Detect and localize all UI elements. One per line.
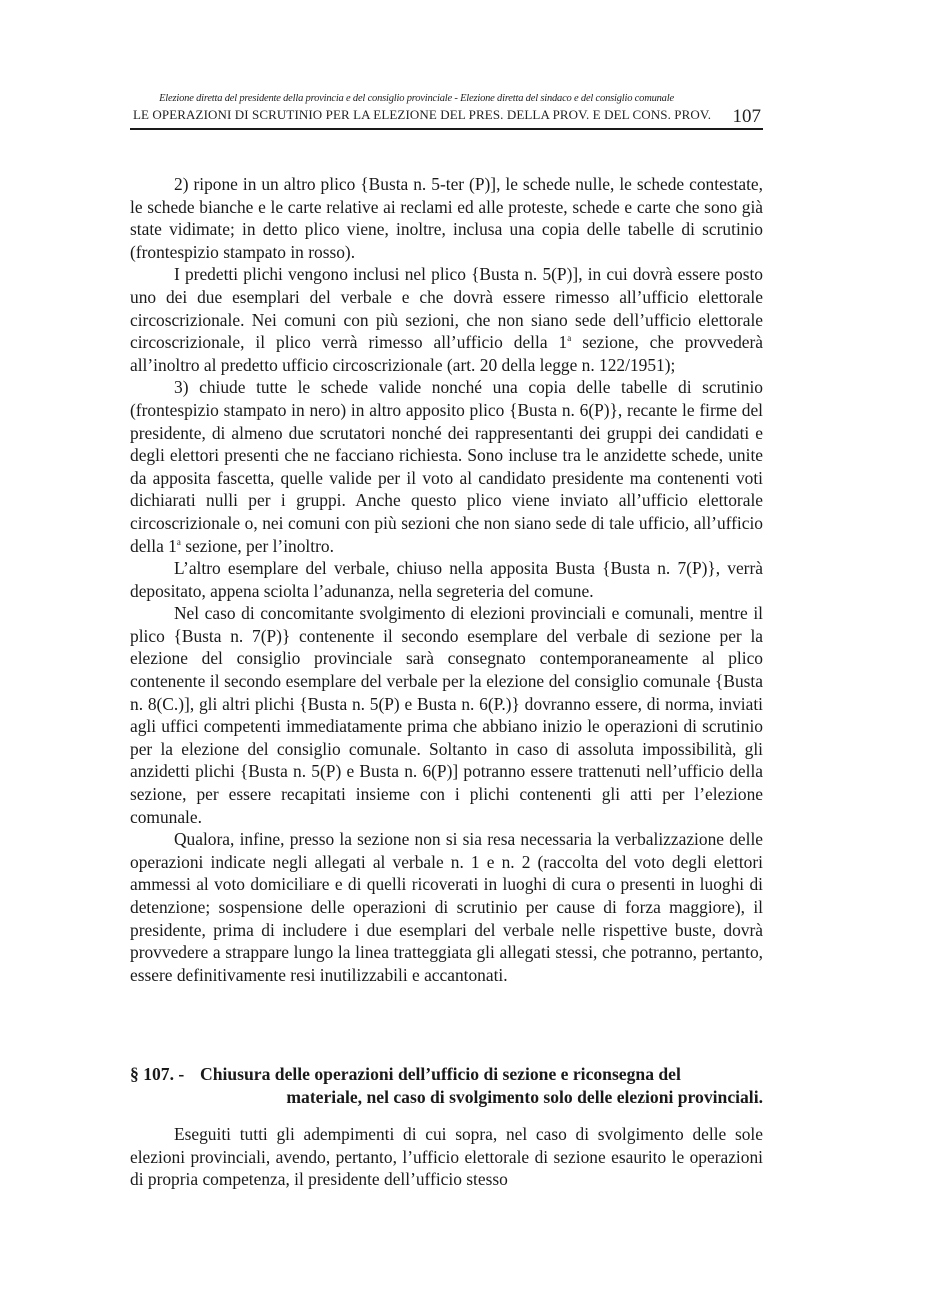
- section-body-text: [130, 1123, 763, 1191]
- paragraph-item-2: 2) ripone in un altro plico {Busta n. 5-ter (P)], le schede nulle, le schede contestate, le schede bianche e le carte relative ai reclami ed alle proteste, schede e carte che sono già state vidimate; in detto plico viene, inoltre, inclusa una copia delle tabelle di scrutinio (frontespizio stampato in rosso).: [130, 174, 763, 262]
- running-header: [130, 92, 763, 127]
- paragraph-altro-esemplare: L’altro esemplare del verbale, chiuso nella apposita Busta {Busta n. 7(P)}, verrà depositato, appena sciolta l’adunanza, nella segreteria del comune.: [130, 558, 763, 601]
- paragraph-item-3: [130, 376, 763, 557]
- paragraph-qualora: Qualora, infine, presso la sezione non si sia resa necessaria la verbalizzazione delle operazioni indicate negli allegati al verbale n. 1 e n. 2 (raccolta del voto degli elettori ammessi al voto domiciliare e di quelli ricoverati in luoghi di cura o presenti in luoghi di detenzione; sospensione delle operazioni di scrutinio per cause di forza maggiore), il presidente, prima di includere i due esemplari del verbale nelle rispettive buste, dovrà provvedere a strappare lungo la linea tratteggiata gli allegati stessi, che potranno, pertanto, essere definitivamente resi inutilizzabili e accantonati.: [130, 829, 763, 985]
- page-number: 107: [732, 106, 761, 127]
- header-rule: [130, 128, 763, 130]
- section-title: [202, 1063, 763, 1108]
- section-title-line-1: Chiusura delle operazioni dell’ufficio di sezione e riconsegna del: [200, 1064, 681, 1084]
- body-text: [130, 173, 763, 986]
- paragraph-eseguiti: Eseguiti tutti gli adempimenti di cui sopra, nel caso di svolgimento delle sole elezioni provinciali, avendo, pertanto, l’ufficio elettorale di sezione esaurito le operazioni di propria competenza, il presidente dell’ufficio stesso: [130, 1124, 763, 1190]
- paragraph-text: sezione, per l’inoltro.: [180, 535, 334, 556]
- section-number: § 107. -: [130, 1064, 185, 1084]
- paragraph-text: 3) chiude tutte le schede valide nonché una copia delle tabelle di scrutinio (frontespizio stampato in nero) in altro apposito plico {Busta n. 6(P)}, recante le firme del presidente, di almeno due scrutatori nonché dei rappresentanti dei gruppi dei candidati e degli elettori presenti che ne facciano richiesta. Sono incluse tra le anzidette schede, unite da apposita fascetta, quelle valide per il voto al candidato presidente ma contenenti voti dichiarati nulli per i gruppi. Anche questo plico viene inviato all’ufficio elettorale circoscrizionale o, nei comuni con più sezioni che non siano sede di tale ufficio, all’ufficio della 1: [130, 377, 763, 556]
- paragraph-text: sezione, che provvederà all’inoltro al predetto ufficio circoscrizionale (art. 20 della legge n. 122/1951);: [130, 332, 763, 375]
- header-subtitle: Elezione diretta del presidente della provincia e del consiglio provinciale - Elezione diretta del sindaco e del consiglio comunale: [159, 93, 674, 104]
- header-title: LE OPERAZIONI DI SCRUTINIO PER LA ELEZIONE DEL PRES. DELLA PROV. E DEL CONS. PROV.: [133, 107, 712, 122]
- paragraph-concomitante: Nel caso di concomitante svolgimento di elezioni provinciali e comunali, mentre il plico {Busta n. 7(P)} contenente il secondo esemplare del verbale di sezione per la elezione del consiglio provinciale sarà consegnato contemporaneamente al plico contenente il secondo esemplare del verbale per la elezione del consiglio comunale {Busta n. 8(C.)], gli altri plichi {Busta n. 5(P) e Busta n. 6(P.)} dovranno essere, di norma, inviati agli uffici competenti immediatamente prima che abbiano inizio le operazioni di scrutinio per la elezione del consiglio comunale. Soltanto in caso di assoluta impossibilità, gli anzidetti plichi {Busta n. 5(P) e Busta n. 6(P)] potranno essere trattenuti nell’ufficio della sezione, per essere recapitati insieme con i plichi contenenti gli atti per l’elezione comunale.: [130, 603, 763, 827]
- section-title-line-2: materiale, nel caso di svolgimento solo delle elezioni provinciali.: [286, 1086, 763, 1107]
- ordinal-superscript: a: [567, 333, 572, 344]
- ordinal-superscript: a: [176, 536, 181, 547]
- paragraph-plichi: [130, 263, 763, 376]
- section-heading: [130, 1063, 763, 1108]
- paragraph-text: I predetti plichi vengono inclusi nel plico {Busta n. 5(P)], in cui dovrà essere posto uno dei due esemplari del verbale e che dovrà essere rimesso all’ufficio elettorale circoscrizionale. Nei comuni con più sezioni, che non siano sede dell’ufficio elettorale circoscrizionale, il plico verrà rimesso all’ufficio della 1: [130, 264, 763, 353]
